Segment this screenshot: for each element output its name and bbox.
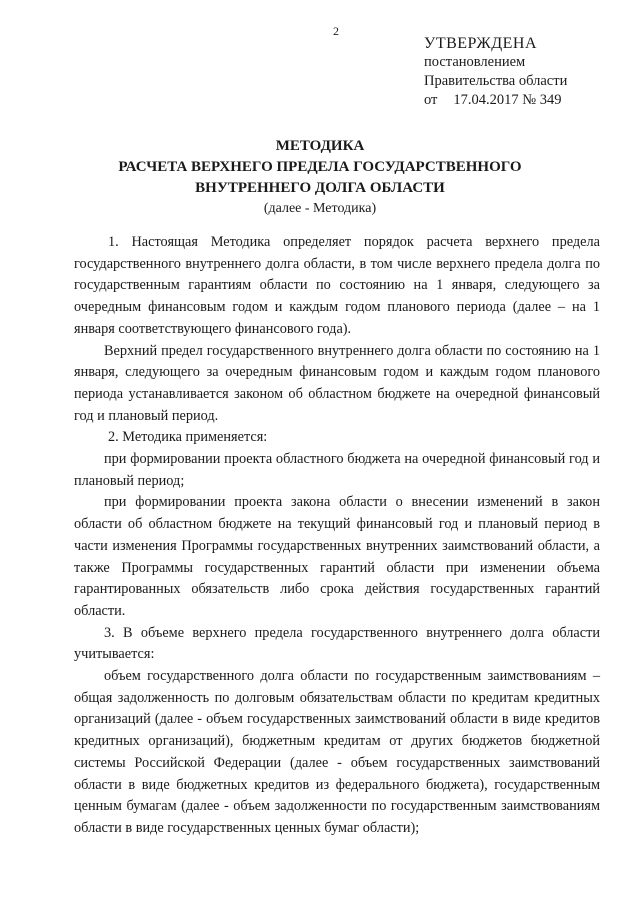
paragraph-5: при формировании проекта закона области о внесении изменений в закон области об областном бюджете на текущий финансовый год и плановый период в части изменения Программы государственных внутренних заимствований области, а также Программы государственных гарантий области при изменении объема гарантированных обязательств либо срока действия государственных гарантий области. [74,494,600,619]
heading-subtitle: (далее - Методика) [263,201,377,216]
paragraph-4: при формировании проекта областного бюджета на очередной финансовый год и плановый период; [74,451,600,489]
document-heading [0,136,640,219]
approval-date: 17.04.2017 № 349 [453,92,562,108]
page-number: 2 [333,24,339,38]
heading-line-1: МЕТОДИКА [275,138,365,154]
document-body [74,232,600,840]
approval-title: УТВЕРЖДЕНА [424,35,538,52]
approval-stamp [424,34,567,110]
paragraph-1: 1. Настоящая Методика определяет порядок расчета верхнего предела государственного внутреннего долга области, в том числе верхнего предела долга по государственным гарантиям области по состоянию на 1 января, следующего за очередным финансовым годом и каждым годом планового периода (далее – на 1 января соответствующего финансового года). [74,234,600,337]
approval-line-1: постановлением [424,54,526,70]
approval-date-prefix: от [424,92,438,108]
approval-line-2: Правительства области [424,73,568,89]
paragraph-6: 3. В объеме верхнего предела государственного внутреннего долга области учитывается: [74,624,600,663]
approval-date-line [424,91,567,110]
heading-line-3: ВНУТРЕННЕГО ДОЛГА ОБЛАСТИ [195,180,445,196]
paragraph-3: 2. Методика применяется: [108,429,268,446]
heading-line-2: РАСЧЕТА ВЕРХНЕГО ПРЕДЕЛА ГОСУДАРСТВЕННОГО [118,159,522,175]
paragraph-2: Верхний предел государственного внутреннего долга области по состоянию на 1 января, следующего за очередным финансовым годом и каждым годом планового периода устанавливается законом об областном бюджете на очередной финансовый год и плановый период. [74,342,600,424]
paragraph-7: объем государственного долга области по государственным заимствованиям – общая задолженность по долговым обязательствам области по кредитам кредитных организаций (далее - объем государственных заимствований области в виде кредитов кредитных организаций), бюджетным кредитам от других бюджетов бюджетной системы Российской Федерации (далее - объем государственных заимствований области в виде бюджетных кредитов из федерального бюджета), государственным ценным бумагам (далее - объем задолженности по государственным заимствованиям области в виде государственных ценных бумаг области); [74,668,600,836]
